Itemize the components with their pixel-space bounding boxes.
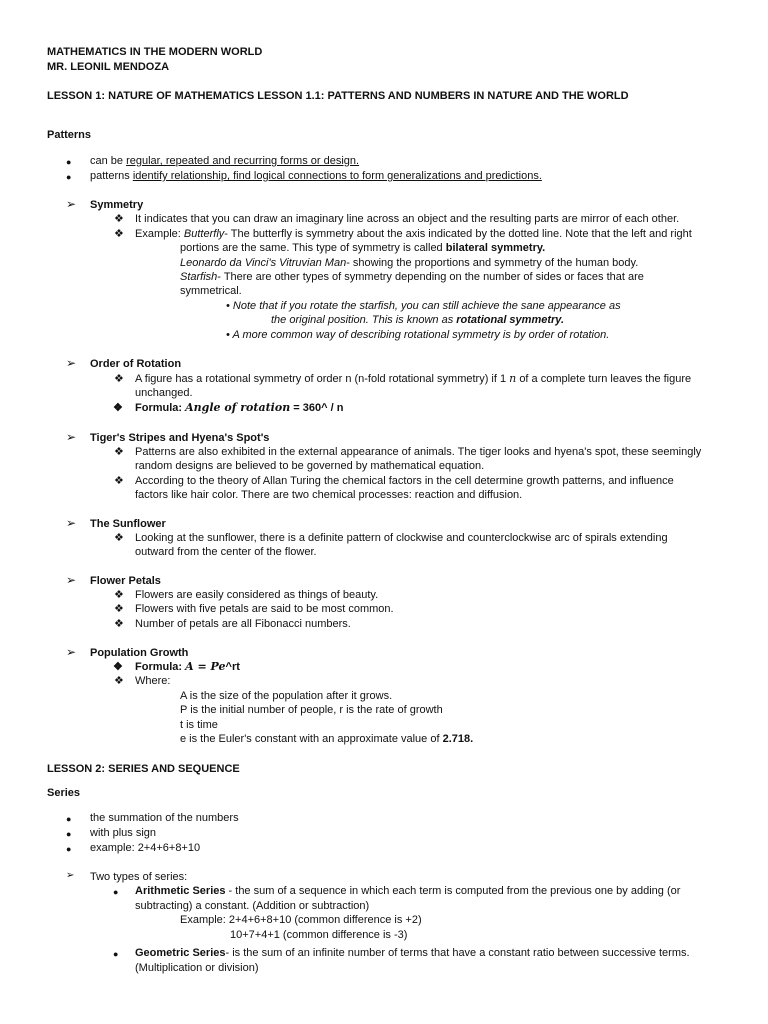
diamond-bullet-icon: ❖ [114,603,124,615]
formula-math: Angle of rotation [185,401,291,414]
tiger-point-2: According to the theory of Allan Turing the chemical factors in the cell determine growth patterns, and influence [135,475,674,487]
petals-point-1: Flowers are easily considered as things of beauty. [135,589,379,601]
series-bullet-1: the summation of the numbers [90,812,239,824]
bullet-icon: ● [66,157,72,167]
symmetry-vitruvian [180,256,638,270]
diamond-bullet-icon: ❖ [114,213,124,225]
tiger-point-2-line2: factors like hair color. There are two chemical processes: reaction and diffusion. [135,489,523,501]
lesson2-title: LESSON 2: SERIES AND SEQUENCE [47,763,240,775]
arithmetic-rest: - the sum of a sequence in which each term is computed from the previous one by adding (or [225,885,681,897]
s2-line2: portions are the same. This type of symmetry is called [180,242,446,254]
series-bullet-2: with plus sign [90,827,157,839]
patterns-b2-underlined: identify relationship, find logical connections to form generalizations and predictions. [132,170,542,182]
r1-b: of a complete turn leaves the figure [519,373,692,385]
sunflower-point-1: Looking at the sunflower, there is a definite pattern of clockwise and counterclockwise arc of spirals extending [135,532,668,544]
pop-formula-label: Formula: [135,661,183,673]
course-title: MATHEMATICS IN THE MODERN WORLD [47,46,263,58]
symmetry-point-2-line2 [180,241,545,255]
lesson1-title: LESSON 1: NATURE OF MATHEMATICS LESSON 1.1: PATTERNS AND NUMBERS IN NATURE AND THE WORLD [47,90,629,102]
symmetry-starfish [180,270,644,284]
arrow-bullet-icon: ➢ [66,430,77,444]
bullet-icon: ● [113,887,119,897]
rotation-note-1: • Note that if you rotate the starfish, you can still achieve the sane appearance as [226,300,621,312]
population-formula [135,660,240,674]
patterns-b2-pre: patterns [90,170,133,182]
diamond-filled-icon: ❖ [113,402,123,414]
pop-formula-math: A = Pe [185,660,226,673]
arithmetic-line2: subtracting) a constant. (Addition or subtraction) [135,900,370,912]
note1-line2: the original position. This is known as [271,314,457,326]
symmetry-point-2 [135,227,692,241]
population-heading: Population Growth [90,647,189,659]
symmetry-point-1: It indicates that you can draw an imaginary line across an object and the resulting parts are mirror of each other. [135,213,680,225]
w4-pre: e is the Euler's constant with an approximate value of [180,733,443,745]
tiger-point-1-line2: random designs are believed to be governed by mathematical equation. [135,460,485,472]
two-types-label: Two types of series: [90,871,188,883]
bullet-icon: ● [113,949,119,959]
geometric-series [135,946,690,960]
bullet-icon: ● [66,829,72,839]
rotational-symmetry-term: rotational symmetry. [456,314,565,326]
arithmetic-series [135,884,680,898]
formula-rest: = 360^ / n [293,402,344,414]
vitruvian-rest: - showing the proportions and symmetry of the human body. [346,257,639,269]
rotation-point-1 [135,372,691,386]
vitruvian-italic: Leonardo da Vinci's Vitruvian Man [180,257,347,269]
petals-point-3: Number of petals are all Fibonacci numbers. [135,618,351,630]
r1-n: n [509,372,517,385]
bullet-icon: ● [66,172,72,182]
s2-italic: Butterfly [183,228,225,240]
population-where-1: A is the size of the population after it grows. [180,690,393,702]
rotation-point-1-line2: unchanged. [135,387,193,399]
arrow-bullet-icon: ➢ [66,645,77,659]
diamond-bullet-icon: ❖ [114,228,124,240]
patterns-bullet-1 [90,154,359,168]
arrow-bullet-icon: ➢ [66,197,77,211]
instructor-name: MR. LEONIL MENDOZA [47,61,170,73]
symmetry-starfish-line2: symmetrical. [180,285,242,297]
diamond-bullet-icon: ❖ [114,446,124,458]
petals-point-2: Flowers with five petals are said to be most common. [135,603,394,615]
tiger-point-1: Patterns are also exhibited in the external appearance of animals. The tiger looks and hyena's spot, these seemingly [135,446,702,458]
formula-label: Formula: [135,402,183,414]
arithmetic-example-1: Example: 2+4+6+8+10 (common difference is +2) [180,914,422,926]
diamond-bullet-icon: ❖ [114,373,124,385]
sunflower-heading: The Sunflower [90,518,166,530]
series-bullet-3: example: 2+4+6+8+10 [90,842,201,854]
patterns-b1-pre: can be [90,155,127,167]
diamond-bullet-icon: ❖ [114,589,124,601]
patterns-bullet-2 [90,169,542,183]
patterns-b1-underlined: regular, repeated and recurring forms or design. [126,155,360,167]
s2-pre: Example: [135,228,184,240]
pop-formula-rest: ^rt [225,661,240,673]
tiger-heading: Tiger's Stripes and Hyena's Spot's [90,432,270,444]
small-arrow-icon: ➢ [66,870,75,881]
arrow-bullet-icon: ➢ [66,356,77,370]
s2-rest: - The butterfly is symmetry about the axis indicated by the dotted line. Note that the left and right [224,228,692,240]
bullet-icon: ● [66,844,72,854]
starfish-rest: - There are other types of symmetry depending on the number of sides or faces that are [217,271,644,283]
euler-value: 2.718. [442,733,474,745]
diamond-bullet-icon: ❖ [114,618,124,630]
population-where-2: P is the initial number of people, r is the rate of growth [180,704,443,716]
population-where-3: t is time [180,719,218,731]
symmetry-heading: Symmetry [90,199,144,211]
bullet-icon: ● [66,814,72,824]
geometric-line2: (Multiplication or division) [135,962,259,974]
diamond-filled-icon: ❖ [113,661,123,673]
diamond-bullet-icon: ❖ [114,532,124,544]
diamond-bullet-icon: ❖ [114,675,124,687]
population-where-4 [180,732,473,746]
rotation-note-2: • A more common way of describing rotational symmetry is by order of rotation. [226,329,610,341]
rotation-formula [135,401,343,415]
geometric-term: Geometric Series [135,947,226,959]
sunflower-point-1-line2: outward from the center of the flower. [135,546,317,558]
rotation-note-1-line2 [271,313,564,327]
arithmetic-term: Arithmetic Series [135,885,226,897]
arithmetic-example-2: 10+7+4+1 (common difference is -3) [230,929,408,941]
bilateral-symmetry-term: bilateral symmetry. [445,242,546,254]
geometric-rest: - is the sum of an infinite number of terms that have a constant ratio between successive terms. [225,947,690,959]
population-where: Where: [135,675,171,687]
r1-a: A figure has a rotational symmetry of order n (n-fold rotational symmetry) if 1 [135,373,507,385]
diamond-bullet-icon: ❖ [114,475,124,487]
series-heading: Series [47,787,81,799]
arrow-bullet-icon: ➢ [66,516,77,530]
order-of-rotation-heading: Order of Rotation [90,358,182,370]
patterns-heading: Patterns [47,129,92,141]
petals-heading: Flower Petals [90,575,161,587]
arrow-bullet-icon: ➢ [66,573,77,587]
starfish-italic: Starfish [180,271,218,283]
